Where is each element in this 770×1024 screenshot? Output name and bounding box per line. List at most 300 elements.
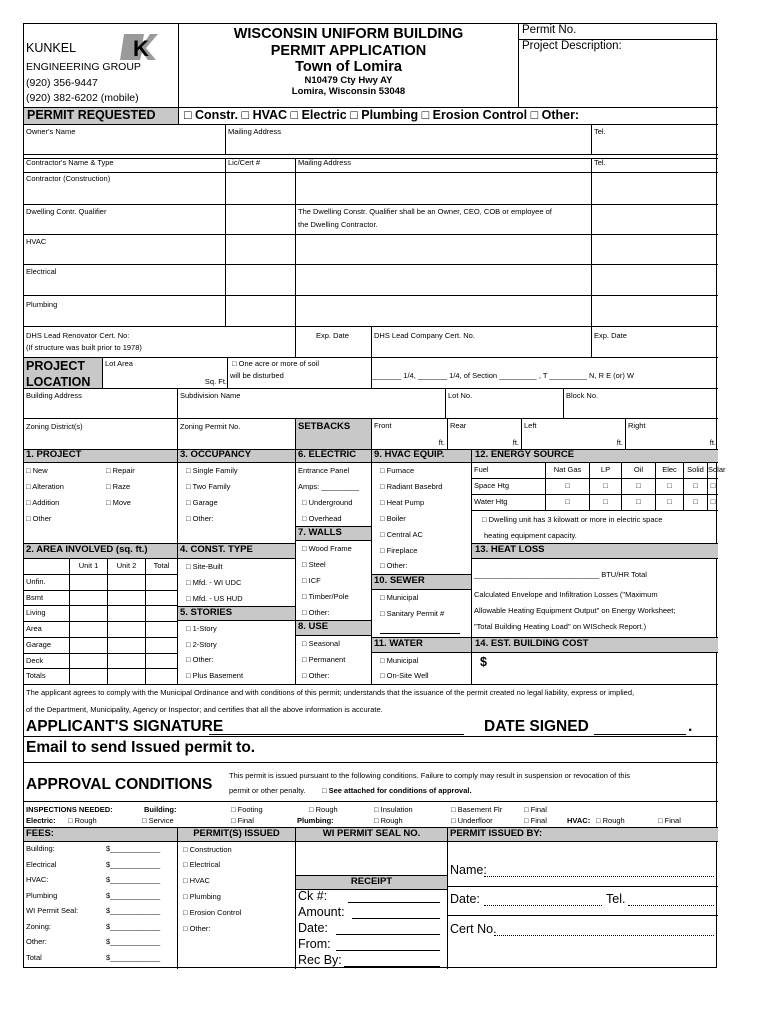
- area-cell[interactable]: [108, 575, 146, 591]
- sewer-municipal-checkbox[interactable]: □ Municipal: [380, 593, 419, 602]
- permit-no-field[interactable]: [519, 24, 718, 40]
- electric-header: 6. ELECTRIC: [296, 450, 372, 463]
- cert-no-label: Cert No.: [450, 922, 497, 936]
- svg-text:K: K: [133, 36, 149, 61]
- zoning-district-field[interactable]: Zoning District(s): [24, 419, 178, 450]
- acre-label-1: □ One acre or more of soil: [232, 359, 320, 368]
- energy-note: [472, 511, 718, 544]
- energy-checkbox[interactable]: □: [708, 479, 718, 495]
- energy-col-lp: LP: [590, 463, 622, 479]
- block-no-field[interactable]: Block No.: [564, 389, 718, 419]
- radiant-checkbox[interactable]: □ Radiant Basebrd: [380, 482, 443, 491]
- issued-tel-field[interactable]: [606, 893, 625, 907]
- from-line: [336, 950, 440, 951]
- sqft-label: Sq. Ft.: [204, 376, 227, 386]
- rec-by-field[interactable]: [298, 954, 342, 968]
- energy-header: 12. ENERGY SOURCE: [472, 450, 718, 463]
- fee-amount-field[interactable]: $____________: [106, 890, 161, 900]
- electrical-contractor-field[interactable]: Electrical: [24, 265, 226, 296]
- energy-col-solar: Solar: [708, 463, 718, 479]
- area-row-label: Bsmt: [24, 591, 70, 606]
- see-attached-checkbox[interactable]: □ See attached for conditions of approval.: [322, 786, 472, 795]
- construction-lic-field[interactable]: [226, 173, 296, 205]
- area-cell[interactable]: [70, 654, 108, 669]
- receipt-date-label: Date:: [298, 921, 328, 935]
- insulation-checkbox[interactable]: □ Insulation: [374, 805, 413, 814]
- mfd-udc-checkbox[interactable]: □ Mfd. - WI UDC: [186, 578, 242, 587]
- check-line: [348, 902, 440, 903]
- fee-label: Building:: [26, 844, 55, 853]
- issued-name-line: [484, 876, 714, 877]
- electric-capacity-checkbox[interactable]: □ Dwelling unit has 3 kilowatt or more in electric space: [482, 515, 663, 524]
- overhead-checkbox[interactable]: □ Overhead: [302, 514, 342, 523]
- ft-label: ft.: [512, 437, 519, 447]
- fee-amount-field[interactable]: $____________: [106, 859, 161, 869]
- hvac-inspections-label: HVAC:: [567, 816, 591, 825]
- town-city: Lomira, Wisconsin 53048: [291, 85, 406, 97]
- permit-requested-options[interactable]: □ Constr. □ HVAC □ Electric □ Plumbing □ Erosion Control □ Other:: [179, 108, 718, 125]
- rec-by-label: Rec By:: [298, 953, 342, 967]
- plumbing-lic-field[interactable]: [226, 296, 296, 327]
- project-header: 1. PROJECT: [24, 450, 178, 463]
- hvac-other-checkbox[interactable]: □ Other:: [380, 561, 408, 570]
- issued-date-line: [484, 905, 602, 906]
- dwelling-note: [296, 205, 592, 235]
- approval-label: APPROVAL CONDITIONS: [26, 776, 213, 793]
- electrical-issued-checkbox[interactable]: □ Electrical: [183, 860, 221, 869]
- one-story-checkbox[interactable]: □ 1-Story: [186, 624, 217, 633]
- issued-date-label: Date:: [450, 892, 480, 906]
- area-cell[interactable]: [70, 669, 108, 685]
- hvac-mailing-field[interactable]: [296, 235, 592, 265]
- plumbing-issued-checkbox[interactable]: □ Plumbing: [183, 892, 221, 901]
- plumbing-final-checkbox[interactable]: □ Final: [524, 816, 547, 825]
- dwelling-qualifier-field[interactable]: Dwelling Contr. Qualifier: [24, 205, 226, 235]
- use-other-checkbox[interactable]: □ Other:: [302, 671, 330, 680]
- central-ac-checkbox[interactable]: □ Central AC: [380, 530, 423, 539]
- energy-checkbox[interactable]: □: [656, 495, 684, 511]
- sanitary-permit-checkbox[interactable]: □ Sanitary Permit #: [380, 609, 445, 618]
- steel-checkbox[interactable]: □ Steel: [302, 560, 326, 569]
- underground-checkbox[interactable]: □ Underground: [302, 498, 353, 507]
- stories-other-checkbox[interactable]: □ Other:: [186, 655, 214, 664]
- front-setback-field[interactable]: [372, 419, 448, 450]
- electric-final-checkbox[interactable]: □ Final: [231, 816, 254, 825]
- receipt-date-line: [336, 934, 440, 935]
- heat-loss-body: [472, 559, 718, 638]
- dwelling-note-2: the Dwelling Contractor.: [298, 219, 378, 229]
- contractor-name-header: Contractor's Name & Type: [24, 159, 226, 173]
- cert-no-line: [494, 935, 714, 936]
- area-cell[interactable]: [108, 606, 146, 622]
- basement-floor-checkbox[interactable]: □ Basement Flr: [451, 805, 503, 814]
- acre-label-2: will be disturbed: [230, 370, 284, 380]
- heat-loss-header: 13. HEAT LOSS: [472, 544, 718, 559]
- owner-name-field[interactable]: Owner's Name: [24, 125, 226, 155]
- seasonal-checkbox[interactable]: □ Seasonal: [302, 639, 340, 648]
- rec-by-line: [344, 966, 440, 967]
- water-header: 11. WATER: [372, 638, 472, 653]
- walls-options: [296, 541, 372, 621]
- lot-area-label: Lot Area: [105, 359, 133, 368]
- fees-list: [24, 842, 178, 969]
- area-cell[interactable]: [146, 622, 178, 638]
- project-description-field[interactable]: [519, 40, 718, 108]
- construction-tel-field[interactable]: [592, 173, 718, 205]
- new-checkbox[interactable]: □ New: [26, 466, 48, 475]
- date-signed-line[interactable]: [594, 734, 686, 735]
- erosion-issued-checkbox[interactable]: □ Erosion Control: [183, 908, 242, 917]
- check-number-field[interactable]: [298, 890, 327, 904]
- agreement-line-1: The applicant agrees to comply with the Municipal Ordinance and with conditions of this permit; understands that the issuance of the permit created no legal liability, express or implied,: [26, 688, 635, 697]
- plumbing-mailing-field[interactable]: [296, 296, 592, 327]
- company-block: [24, 24, 179, 108]
- other-issued-checkbox[interactable]: □ Other:: [183, 924, 211, 933]
- front-label: Front: [374, 421, 392, 430]
- sanitary-permit-line: [380, 633, 460, 634]
- lic-cert-header: Lic/Cert #: [226, 159, 296, 173]
- cost-header: 14. EST. BUILDING COST: [472, 638, 718, 653]
- electrical-mailing-field[interactable]: [296, 265, 592, 296]
- area-cell[interactable]: [108, 638, 146, 654]
- boiler-checkbox[interactable]: □ Boiler: [380, 514, 406, 523]
- receipt-date-field[interactable]: [298, 922, 328, 936]
- area-cell[interactable]: [146, 591, 178, 606]
- check-number-label: Ck #:: [298, 889, 328, 903]
- hvac-equip-header: 9. HVAC EQUIP.: [372, 450, 472, 463]
- use-header: 8. USE: [296, 621, 372, 636]
- lot-area-field[interactable]: [103, 358, 228, 389]
- heat-loss-line-1: Calculated Envelope and Infiltration Losses ("Maximum: [474, 590, 658, 599]
- contractor-mailing-header: Mailing Address: [296, 159, 592, 173]
- issued-tel-label: Tel.: [606, 892, 626, 906]
- fee-label: Total: [26, 952, 42, 962]
- approval-block: [24, 763, 718, 802]
- heat-loss-line-2: Allowable Heating Equipment Output" on Energy Worksheet;: [474, 606, 676, 615]
- hvac-issued-checkbox[interactable]: □ HVAC: [183, 876, 210, 885]
- area-cell[interactable]: [108, 654, 146, 669]
- hvac-tel-field[interactable]: [592, 235, 718, 265]
- area-blank-header: [24, 559, 70, 575]
- area-involved-header: 2. AREA INVOLVED (sq. ft.): [24, 544, 178, 559]
- fees-header: FEES:: [24, 828, 178, 842]
- right-setback-field[interactable]: [626, 419, 718, 450]
- from-field[interactable]: [298, 938, 331, 952]
- area-row-label: Area: [24, 622, 70, 638]
- title-block: [179, 24, 519, 108]
- owner-tel-field[interactable]: Tel.: [592, 125, 718, 155]
- service-checkbox[interactable]: □ Service: [142, 816, 174, 825]
- left-setback-field[interactable]: [522, 419, 626, 450]
- area-row-label: Living: [24, 606, 70, 622]
- dwelling-note-1: The Dwelling Constr. Qualifier shall be an Owner, CEO, COB or employee of: [298, 207, 552, 216]
- permanent-checkbox[interactable]: □ Permanent: [302, 655, 346, 664]
- company-name: KUNKEL: [26, 41, 77, 55]
- area-row-label: Unfin.: [24, 575, 70, 591]
- approval-text-2: permit or other penalty.: [229, 786, 306, 795]
- construction-mailing-field[interactable]: [296, 173, 592, 205]
- sewer-options: [372, 590, 472, 638]
- right-label: Right: [628, 421, 646, 430]
- sewer-header: 10. SEWER: [372, 575, 472, 590]
- single-family-checkbox[interactable]: □ Single Family: [186, 466, 238, 475]
- furnace-checkbox[interactable]: □ Furnace: [380, 466, 415, 475]
- area-cell[interactable]: [108, 622, 146, 638]
- timber-pole-checkbox[interactable]: □ Timber/Pole: [302, 592, 349, 601]
- area-cell[interactable]: [108, 591, 146, 606]
- hvac-rough-checkbox[interactable]: □ Rough: [596, 816, 625, 825]
- owner-mailing-field[interactable]: Mailing Address: [226, 125, 592, 155]
- dhs-renovator-field[interactable]: [24, 327, 296, 358]
- seal-header: WI PERMIT SEAL NO.: [296, 828, 448, 842]
- alteration-checkbox[interactable]: □ Alteration: [26, 482, 64, 491]
- energy-checkbox[interactable]: □: [656, 479, 684, 495]
- issued-by-body: [448, 842, 718, 969]
- stories-options: [178, 621, 296, 685]
- project-options: [24, 463, 178, 544]
- occupancy-header: 3. OCCUPANCY: [178, 450, 296, 463]
- energy-row-label: Space Htg: [472, 479, 546, 495]
- amount-line: [352, 918, 440, 919]
- issued-divider-1: [448, 886, 718, 887]
- energy-checkbox[interactable]: □: [590, 495, 622, 511]
- repair-checkbox[interactable]: □ Repair: [106, 466, 135, 475]
- seal-field[interactable]: [296, 842, 448, 876]
- ft-label: ft.: [709, 437, 716, 447]
- email-field[interactable]: Email to send Issued permit to.: [24, 737, 718, 763]
- amps-field[interactable]: Amps: _________: [298, 482, 359, 491]
- electrical-tel-field[interactable]: [592, 265, 718, 296]
- setbacks-label: SETBACKS: [296, 419, 372, 450]
- fireplace-checkbox[interactable]: □ Fireplace: [380, 546, 418, 555]
- const-type-header: 4. CONST. TYPE: [178, 544, 296, 559]
- on-site-well-checkbox[interactable]: □ On-Site Well: [380, 671, 429, 680]
- energy-col-oil: Oil: [622, 463, 656, 479]
- acre-disturbed-field[interactable]: [228, 358, 372, 389]
- agreement-line-2: of the Department, Municipality, Agency or Inspector; and certifies that all the above information is accurate.: [26, 705, 383, 714]
- total-header: Total: [146, 559, 178, 575]
- footing-checkbox[interactable]: □ Footing: [231, 805, 263, 814]
- energy-checkbox[interactable]: □: [684, 479, 708, 495]
- ft-label: ft.: [616, 437, 623, 447]
- permits-issued-header: PERMIT(S) ISSUED: [178, 828, 296, 842]
- fee-label: Electrical: [26, 859, 57, 869]
- building-address-field[interactable]: Building Address: [24, 389, 178, 419]
- area-cell[interactable]: [146, 575, 178, 591]
- building-inspections-label: Building:: [144, 805, 177, 814]
- area-cell[interactable]: [146, 606, 178, 622]
- project-location-label-2: LOCATION: [26, 374, 91, 389]
- energy-checkbox[interactable]: □: [684, 495, 708, 511]
- lot-no-field[interactable]: Lot No.: [446, 389, 564, 419]
- cost-field[interactable]: $: [472, 653, 718, 685]
- area-cell[interactable]: [70, 638, 108, 654]
- heat-pump-checkbox[interactable]: □ Heat Pump: [380, 498, 425, 507]
- energy-checkbox[interactable]: □: [546, 495, 590, 511]
- other-checkbox[interactable]: □ Other: [26, 514, 52, 523]
- two-story-checkbox[interactable]: □ 2-Story: [186, 640, 217, 649]
- occupancy-other-checkbox[interactable]: □ Other:: [186, 514, 214, 523]
- walls-header: 7. WALLS: [296, 527, 372, 541]
- permit-no-label: Permit No.: [522, 24, 577, 36]
- plumbing-tel-field[interactable]: [592, 296, 718, 327]
- garage-checkbox[interactable]: □ Garage: [186, 498, 218, 507]
- dwelling-lic-field[interactable]: [226, 205, 296, 235]
- form-title-2: PERMIT APPLICATION: [270, 42, 427, 59]
- hvac-contractor-field[interactable]: HVAC: [24, 235, 226, 265]
- area-cell[interactable]: [70, 575, 108, 591]
- area-cell[interactable]: [70, 591, 108, 606]
- water-municipal-checkbox[interactable]: □ Municipal: [380, 656, 419, 665]
- use-options: [296, 636, 372, 685]
- signature-label: APPLICANT'S SIGNATURE: [26, 718, 224, 735]
- plumbing-rough-checkbox[interactable]: □ Rough: [374, 816, 403, 825]
- electric-inspections-label: Electric:: [26, 816, 56, 825]
- contractor-construction-field[interactable]: Contractor (Construction): [24, 173, 226, 205]
- area-row-label: Deck: [24, 654, 70, 669]
- rear-setback-field[interactable]: [448, 419, 522, 450]
- plumbing-contractor-field[interactable]: Plumbing: [24, 296, 226, 327]
- energy-checkbox[interactable]: □: [590, 479, 622, 495]
- issued-divider-2: [448, 915, 718, 916]
- hvac-equip-options: [372, 463, 472, 575]
- heat-loss-line-3: "Total Building Heating Load" on WIScheck Report.): [474, 622, 647, 631]
- dhs-exp-date-field[interactable]: Exp. Date: [296, 327, 372, 358]
- area-cell[interactable]: [146, 638, 178, 654]
- project-location-label-1: PROJECT: [26, 359, 86, 373]
- permit-form: [23, 23, 726, 968]
- fee-amount-field[interactable]: $____________: [106, 844, 161, 853]
- energy-row-label: Water Htg: [472, 495, 546, 511]
- town-name: Town of Lomira: [295, 59, 402, 76]
- fee-label: WI Permit Seal:: [26, 906, 79, 915]
- contractor-tel-header: Tel.: [592, 159, 718, 173]
- issued-name-label: Name:: [450, 863, 487, 877]
- project-location-label: [24, 358, 103, 389]
- energy-col-solid: Solid: [684, 463, 708, 479]
- energy-checkbox[interactable]: □: [622, 495, 656, 511]
- hvac-lic-field[interactable]: [226, 235, 296, 265]
- area-cell[interactable]: [146, 669, 178, 685]
- wood-frame-checkbox[interactable]: □ Wood Frame: [302, 544, 352, 553]
- cert-no-field[interactable]: [450, 923, 497, 937]
- energy-note-2: heating equipment capacity.: [484, 531, 577, 540]
- addition-checkbox[interactable]: □ Addition: [26, 498, 60, 507]
- fee-amount-field[interactable]: $____________: [106, 875, 161, 884]
- const-type-options: [178, 559, 296, 607]
- walls-other-checkbox[interactable]: □ Other:: [302, 608, 330, 617]
- from-label: From:: [298, 937, 331, 951]
- energy-col-elec: Elec: [656, 463, 684, 479]
- electric-rough-checkbox[interactable]: □ Rough: [68, 816, 97, 825]
- rear-label: Rear: [450, 421, 467, 430]
- building-final-checkbox[interactable]: □ Final: [524, 805, 547, 814]
- entrance-panel-label: Entrance Panel: [298, 466, 350, 475]
- subdivision-field[interactable]: Subdivision Name: [178, 389, 446, 419]
- water-options: [372, 653, 472, 685]
- area-row-label: Garage: [24, 638, 70, 654]
- fee-amount-field[interactable]: $____________: [106, 906, 161, 915]
- receipt-body: [296, 890, 448, 969]
- zoning-permit-field[interactable]: Zoning Permit No.: [178, 419, 296, 450]
- stories-header: 5. STORIES: [178, 607, 296, 621]
- two-family-checkbox[interactable]: □ Two Family: [186, 482, 231, 491]
- dhs-renovator-note: (If structure was built prior to 1978): [26, 342, 142, 352]
- energy-checkbox[interactable]: □: [708, 495, 718, 511]
- unit2-header: Unit 2: [108, 559, 146, 575]
- amount-label: Amount:: [298, 905, 345, 919]
- dwelling-tel-field[interactable]: [592, 205, 718, 235]
- move-checkbox[interactable]: □ Move: [106, 498, 131, 507]
- area-cell[interactable]: [108, 669, 146, 685]
- amount-field[interactable]: [298, 906, 345, 920]
- date-signed-label: DATE SIGNED: [484, 718, 589, 735]
- energy-checkbox[interactable]: □: [546, 479, 590, 495]
- electrical-lic-field[interactable]: [226, 265, 296, 296]
- permits-issued-list: [178, 842, 296, 969]
- agreement-block: [24, 685, 718, 737]
- fee-label: Zoning:: [26, 921, 52, 931]
- issued-name-field[interactable]: [450, 864, 487, 878]
- issued-tel-line: [628, 905, 714, 906]
- energy-col-nat-gas: Nat Gas: [546, 463, 590, 479]
- dhs-exp-date-2-field[interactable]: Exp. Date: [592, 327, 718, 358]
- btu-total-field[interactable]: ______________________________ BTU/HR Total: [474, 570, 647, 579]
- town-street: N10479 Cty Hwy AY: [304, 75, 393, 87]
- building-rough-checkbox[interactable]: □ Rough: [309, 805, 338, 814]
- section-township-field[interactable]: _______ 1/4, _______ 1/4, of Section _________ , T _________ N, R E (or) W: [372, 358, 718, 389]
- plus-basement-checkbox[interactable]: □ Plus Basement: [186, 671, 244, 680]
- form-title-1: WISCONSIN UNIFORM BUILDING: [233, 26, 464, 42]
- area-cell[interactable]: [70, 622, 108, 638]
- inspections-block: [24, 802, 718, 828]
- dhs-company-field[interactable]: DHS Lead Company Cert. No.: [372, 327, 592, 358]
- fee-label: Plumbing: [26, 890, 58, 900]
- inspections-label: INSPECTIONS NEEDED:: [26, 805, 113, 814]
- mfd-hud-checkbox[interactable]: □ Mfd. - US HUD: [186, 594, 243, 603]
- fee-label: Other:: [26, 937, 47, 946]
- left-label: Left: [524, 421, 537, 430]
- issued-by-header: PERMIT ISSUED BY:: [448, 828, 718, 842]
- icf-checkbox[interactable]: □ ICF: [302, 576, 321, 585]
- area-row-label: Totals: [24, 669, 70, 685]
- plumbing-inspections-label: Plumbing:: [297, 816, 334, 825]
- construction-issued-checkbox[interactable]: □ Construction: [183, 845, 232, 854]
- ft-label: ft.: [438, 437, 445, 447]
- underfloor-checkbox[interactable]: □ Underfloor: [451, 816, 493, 825]
- date-period: .: [688, 718, 693, 735]
- area-cell[interactable]: [146, 654, 178, 669]
- electric-options: [296, 463, 372, 527]
- fee-label: HVAC:: [26, 875, 49, 884]
- fee-amount-field[interactable]: $____________: [106, 952, 161, 962]
- energy-col-fuel: Fuel: [472, 463, 546, 479]
- fee-amount-field[interactable]: $____________: [106, 937, 161, 946]
- hvac-final-checkbox[interactable]: □ Final: [658, 816, 681, 825]
- energy-checkbox[interactable]: □: [622, 479, 656, 495]
- raze-checkbox[interactable]: □ Raze: [106, 482, 131, 491]
- kunkel-logo: [120, 30, 158, 62]
- signature-line[interactable]: [209, 734, 464, 735]
- dhs-renovator-label: DHS Lead Renovator Cert. No:: [26, 331, 130, 340]
- permit-requested-label: PERMIT REQUESTED: [24, 108, 179, 125]
- issued-date-field[interactable]: [450, 893, 480, 907]
- company-phone: (920) 356-9447: [26, 77, 98, 89]
- receipt-header: RECEIPT: [296, 876, 448, 890]
- fee-amount-field[interactable]: $____________: [106, 921, 161, 931]
- area-cell[interactable]: [70, 606, 108, 622]
- site-built-checkbox[interactable]: □ Site-Built: [186, 562, 223, 571]
